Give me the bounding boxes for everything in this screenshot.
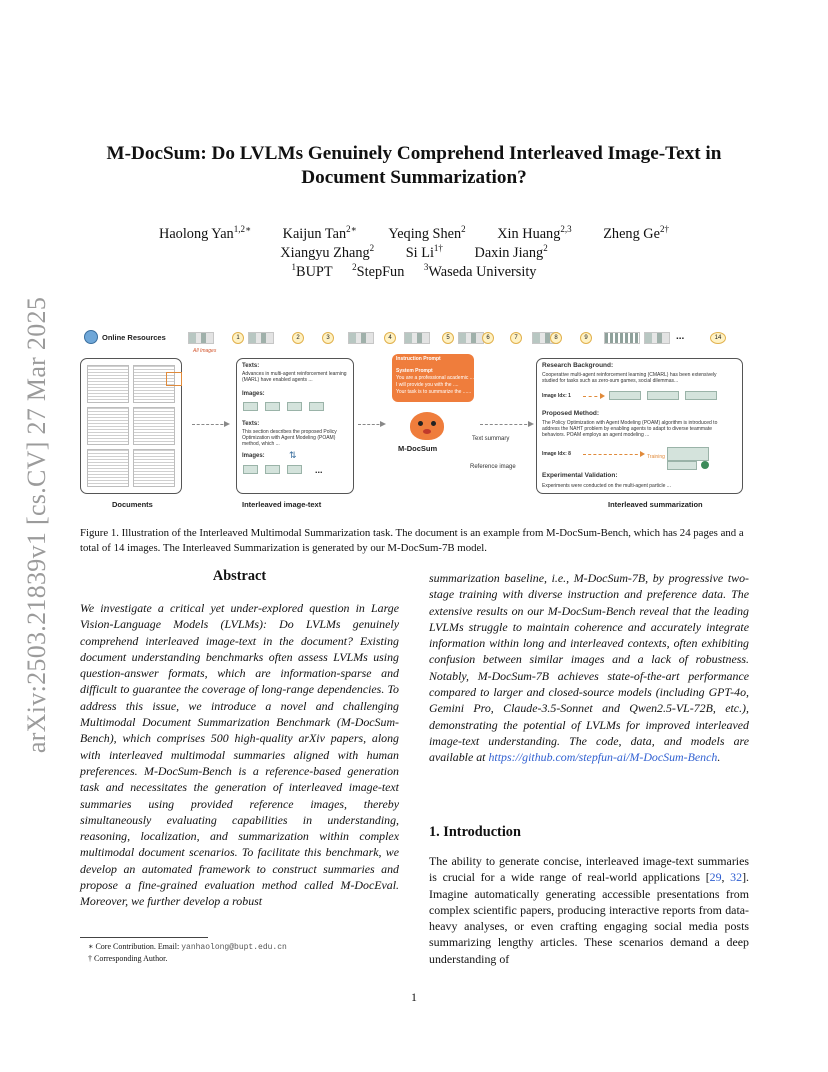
arrow: [583, 454, 643, 455]
arrow: [480, 424, 532, 425]
doc-page: [87, 407, 129, 445]
affiliation: $^2$StepFun: [352, 262, 405, 280]
citation-link[interactable]: 32: [730, 870, 743, 885]
proposed-method-label: Proposed Method:: [542, 410, 600, 417]
footnote-core-contribution: ∗ Core Contribution. Email: yanhaolong@bupt.edu.cn: [88, 942, 287, 952]
texts-label-2: Texts:: [242, 421, 260, 427]
research-background-text: Cooperative multi-agent reinforcement learning (CMARL) has been extensively studied for tasks such as zero-sum games, social dilemmas...: [542, 372, 717, 385]
deer-mascot-icon: [410, 412, 444, 440]
image-idx-1-label: Image Idx: 1: [542, 393, 571, 399]
figure-image: [667, 447, 709, 461]
figure-image: [647, 391, 679, 400]
author: Daxin Jiang$^2$: [474, 243, 548, 261]
number-badge: 8: [550, 332, 562, 344]
figure-image: [243, 465, 258, 474]
online-resources-label: Online Resources: [102, 333, 166, 342]
prompt-line: Your task is to summarize the ......: [396, 389, 472, 395]
interleaved-image-text-box: [236, 358, 354, 494]
text-summary-label: Text summary: [472, 436, 510, 442]
globe-icon: [84, 330, 98, 344]
globe-icon: [701, 461, 709, 469]
abstract-end: .: [717, 750, 721, 765]
figure-image: [685, 391, 717, 400]
all-images-label: All Images: [193, 348, 217, 354]
images-label-2: Images:: [242, 453, 265, 459]
abstract-body: We investigate a critical yet under-explored question in Large Vision-Language Models (LVLMs): Do LVLMs genuinely comprehend interleaved image-text in the document? Existing document understanding benchmarks often assess LVLMs using question-answer formats, which are information-sparse and difficult to guarantee the coverage of long-range dependencies. To address this issue, we introduce a novel and challenging Multimodal Document Summarization Benchmark (M-DocSum-Bench), which comprises 500 high-quality arXiv papers, along with interleaved multimodal summaries aligned with human preferences. M-DocSum-Bench is a reference-based generation task and necessitates the generation of interleaved image-text summaries using provided reference images, thereby simultaneously evaluating capabilities in understanding, reasoning, localization, and summarization within complex multimodal document scenarios. To facilitate this benchmark, we develop an automated framework to construct summaries and propose a fine-grained evaluation method called M-DocEval. Moreover, we further develop a robust: [80, 601, 399, 909]
research-background-label: Research Background:: [542, 362, 614, 369]
page-number: 1: [411, 990, 417, 1004]
arrow: [583, 396, 603, 397]
author: Haolong Yan$^{1,2∗}$: [159, 224, 252, 242]
number-badge: 2: [292, 332, 304, 344]
author: Kaijun Tan$^{2∗}$: [282, 224, 357, 242]
arxiv-stamp: [20, 290, 54, 760]
proposed-method-text: The Policy Optimization with Agent Modeling (POAM) algorithm is introduced to address the NAHT problem by enabling agents to adapt to diverse teammate behaviors. POAM employs an agent modeling ...: [542, 420, 718, 439]
documents-label: Documents: [112, 500, 153, 509]
figure-caption: Figure 1. Illustration of the Interleaved Multimodal Summarization task. The document is an example from M-DocSum-Bench, which has 24 pages and a total of 14 images. The Interleaved Summarization is generated by our M-DocSum-7B model.: [80, 527, 744, 554]
number-badge: 5: [442, 332, 454, 344]
instruction-prompt-box: [392, 354, 474, 402]
citation-link[interactable]: 29: [709, 870, 722, 885]
arxiv-stamp-text: arXiv:2503.21839v1 [cs.CV] 27 Mar 2025: [22, 296, 51, 754]
figure-1: [80, 326, 748, 516]
intro-text: ]. Imagine automatically generating accessible presentations from complex scientific papers, producing interactive reports from data-heavy analyses, or even crafting engaging social media posts summarizing lengthy articles. These scenarios demand a deep understanding of: [429, 870, 749, 966]
image-thumb: [644, 332, 670, 344]
title-line-2: Document Summarization?: [301, 167, 527, 188]
affiliation: $^1$BUPT: [291, 262, 333, 280]
ellipsis: ...: [315, 465, 323, 475]
interleaved-summarization-label: Interleaved summarization: [608, 500, 703, 509]
affiliation: $^3$Waseda University: [423, 262, 537, 280]
introduction-body: [429, 853, 749, 967]
introduction-heading: 1. Introduction: [429, 824, 521, 840]
author: Yeqing Shen$^2$: [388, 224, 466, 242]
figure-image: [243, 402, 258, 411]
title-line-1: M-DocSum: Do LVLMs Genuinely Comprehend Interleaved Image-Text in: [106, 143, 722, 164]
system-prompt-label: System Prompt: [396, 368, 433, 374]
arrow: [192, 424, 228, 425]
number-badge: 3: [322, 332, 334, 344]
figure-image: [265, 402, 280, 411]
author: Si $Li^{1\dagger}$: [405, 243, 443, 261]
interleaved-image-text-label: Interleaved image-text: [242, 500, 322, 509]
prompt-line: I will provide you with the ....: [396, 382, 459, 388]
abstract-heading: Abstract: [212, 568, 267, 584]
intro-text: ,: [721, 870, 731, 885]
footnotes: [88, 941, 408, 964]
number-badge: 1: [232, 332, 244, 344]
reference-image-label: Reference image: [470, 464, 516, 470]
image-idx-8-label: Image Idx: 8: [542, 451, 571, 457]
footnote-rule: [80, 937, 208, 938]
doc-page: [87, 365, 129, 403]
intro-text: The ability to generate concise, interleaved image-text summaries is crucial for a wide range of real-world applications [: [429, 854, 749, 885]
ellipsis: ...: [676, 331, 685, 342]
image-thumb: [404, 332, 430, 344]
footnote-corresponding-author: † Corresponding Author.: [88, 954, 168, 963]
abstract-continuation: [429, 570, 749, 766]
paper-title: [80, 142, 748, 190]
image-thumb: [248, 332, 274, 344]
figure-image: [265, 465, 280, 474]
doc-page: [87, 449, 129, 487]
texts-label-1: Texts:: [242, 363, 260, 369]
prompt-line: You are a professional academic ...: [396, 375, 474, 381]
model-name-label: M-DocSum: [398, 444, 438, 453]
figure-image: [609, 391, 641, 400]
interleaved-summarization-box: [536, 358, 743, 494]
instruction-prompt-label: Instruction Prompt: [396, 356, 441, 362]
training-label: Training: [647, 454, 665, 460]
experimental-validation-label: Experimental Validation:: [542, 472, 618, 479]
email-address: yanhaolong@bupt.edu.cn: [181, 943, 287, 952]
arrow: [358, 424, 384, 425]
figure-image: [287, 465, 302, 474]
images-label-1: Images:: [242, 391, 265, 397]
number-badge: 6: [482, 332, 494, 344]
highlight-box: [166, 372, 182, 386]
abstract-continuation-text: summarization baseline, i.e., M-DocSum-7B, by progressive two-stage training with diverse instruction and preference data. The extensive results on our M-DocSum-Bench reveal that the leading LVLMs struggle to maintain coherence and accurately integrate information within long and interleaved contexts, often exhibiting confusion between similar images and a lack of robustness. Notably, M-DocSum-7B achieves state-of-the-art performance compared to larger and closed-source models (including GPT-4o, Gemini Pro, Claude-3.5-Sonnet and Qwen2.5-VL-72B, etc.), demonstrating the potential of LVLMs for improved interleaved image-text understanding. The code, data, and models are available at: [429, 571, 749, 765]
author: Xiangyu Zhang$^2$: [280, 243, 375, 261]
figure-image: [287, 402, 302, 411]
author: Zheng $Ge^{2\dagger}$: [603, 224, 669, 242]
github-link[interactable]: https://github.com/stepfun-ai/M-DocSum-Bench: [488, 750, 718, 765]
number-badge: 9: [580, 332, 592, 344]
image-thumb: [188, 332, 214, 344]
figure-image: [309, 402, 324, 411]
image-thumb: [458, 332, 484, 344]
doc-page: [133, 407, 175, 445]
affiliations: [80, 257, 748, 282]
number-badge: 4: [384, 332, 396, 344]
doc-page: [133, 449, 175, 487]
up-down-arrows-icon: ⇅: [289, 451, 297, 461]
experimental-validation-text: Experiments were conducted on the multi-agent particle ...: [542, 483, 671, 489]
figure-image: [667, 461, 697, 470]
image-thumb: [348, 332, 374, 344]
author: Xin Huang$^{2,3}$: [497, 224, 572, 242]
number-badge: 7: [510, 332, 522, 344]
number-badge: 14: [710, 332, 726, 344]
image-thumb: [604, 332, 640, 344]
texts-content-1: Advances in multi-agent reinforcement learning (MARL) have enabled agents ...: [242, 371, 347, 384]
texts-content-2: This section describes the proposed Policy Optimization with Agent Modeling (POAM) method, which ...: [242, 429, 337, 448]
